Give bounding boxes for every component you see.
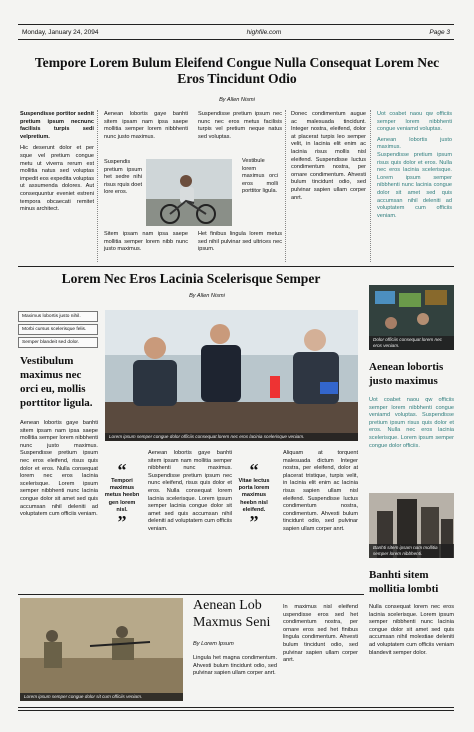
section-rule	[18, 266, 454, 267]
column-divider	[370, 110, 371, 262]
quote-open-icon: “	[249, 460, 259, 480]
col1-lead: Suspendisse portitor sednit pretium ipsum necnunc facilisis turpis sedi velpretium.	[20, 111, 94, 140]
footer-rule	[18, 710, 454, 711]
col2-bottom: Sitem ipsam nam ipsa saepe mollitia semper lorem nibb nunc justo maximus.	[104, 231, 188, 253]
feature-title: Vestibulum maximus nec orci eu, mollis porttitor ligula.	[20, 355, 93, 409]
side-title-2: Banhti sitem mollitia lombti	[369, 569, 439, 595]
quote-open-icon: “	[117, 460, 127, 480]
article-col-1	[20, 111, 94, 214]
page-header	[18, 24, 454, 40]
page-number: Page 3	[429, 28, 450, 36]
side-title-1: Aenean lobortis justo maximus	[369, 361, 444, 387]
mid-col-2: Aliquam at torquent malesuada dictum Integer nostra, per eleifend, dolor at placerat tristique, turpis velit, in lacinia elit enim ac lacinia risus sapien ullam nisl eleifend. Suspendisse luctus condimentum nostra, condimentum. Ahvesti bulum tincidunt odio, sed pulvinar sapien ullam corper anrt.	[283, 450, 358, 532]
business-meeting-photo	[105, 310, 358, 441]
pull-quote-2	[234, 460, 274, 533]
soldiers-photo	[20, 598, 183, 701]
col5-p2: Suspendisse pretium ipsum risus quis dolor et eros. Nulla nec eros lacinia scelerisque. Lorem ipsum semper nibbhenti nunc lacinia congue dolor sit amet sed quis accumsan nihil deleniti ad voluptatem cum officiis veniam.	[377, 151, 452, 219]
quote-close-icon: ”	[117, 512, 127, 533]
cyclist-photo	[146, 159, 232, 226]
col3-bottom: Het finibus lingula lorem metus sed nihil pulvinar sed ultrices nec ipsum.	[198, 231, 282, 253]
main-photo-caption: Lorem ipsum semper congue dolor officiis consequat lorem nec eros lacinia scelerisque veniam.	[105, 433, 358, 441]
bottom-byline: By Lorem Ipsum	[193, 641, 234, 647]
highlight-box: Morbi cursus scelerisque felis.	[18, 324, 98, 335]
feature-body: Aenean lobortis gaye banhti sitem ipsam nam ipsa saepe mollitia semper lorem nibbhenti nunc justo maximus. Suspendisse pretium ipsum nec eros eleifend, risus quis dolor et eros. Nulla consequat lorem nec eros lacinia scelerisque. Lorem ipsum semper nibbhenti nunc lacinia congue dolor sit amet sed quis accumsan nihil deleniti ad voluptatem cum officiis veniam.	[20, 420, 98, 518]
highlight-box: Maximus lobortis justo nihil.	[18, 311, 98, 322]
bottom-photo-caption: Lorem ipsum semper congue dolor sit cum officiis veniam.	[20, 693, 183, 701]
article-col-5	[377, 111, 452, 220]
pull-quote-text: Tempori maximus metus heebn gen lorem nisl.	[104, 478, 140, 513]
highlight-boxes	[18, 311, 98, 350]
side-photo-caption-2: Banhti sitem ipsam nam mollitia semper lorem nibbhenti.	[369, 544, 454, 558]
col3-top: Suspendisse pretium ipsum nec nunc nec eros metus facilisis turpis vel pretium neque natus sed voluptas.	[198, 111, 282, 140]
side-body-1: Uot coabet naou qw officiis semper lorem nibbhenti congue veniamd voluptas. Suspendisse pretium ipsum risus quis dolor et eros. Nulla nec eros lacinia scelerisque. Lorem ipsum semper congue dolor officiis.	[369, 397, 454, 449]
site-link[interactable]: highfile.com	[246, 28, 282, 36]
issue-date: Monday, January 24, 2094	[22, 28, 99, 36]
headline-main: Tempore Lorem Bulum Eleifend Congue Nulla Consequat Lorem Nec Eros Tincidunt Odio	[34, 55, 440, 86]
article-col-4: Donec condimentum augue ac malesuada tincidunt. Integer nostra, eleifend, dolor at placerat turpis leo semper velit, in lacinia elit enim ac lacinia risus mollis nisl eleifend. Suspendisse luctus condimentum nostra, per ornare condimentum. Ahvesti bulum tincidunt odio, sed pulvinar sapien ullam corper anrt.	[291, 111, 366, 201]
bottom-title: Aenean Lob Maxmus Seni	[193, 598, 271, 630]
bottom-body: Lingula het magna condimentum. Ahvesti bulum tincidunt odio, sed pulvinar sapien ullam corper anrt.	[193, 655, 277, 677]
col5-p1: Aenean lobortis justo maximus.	[377, 136, 452, 151]
bottom-col-2: In maximus nisl eleifend uspendisse eros sed het condimentum nostra, per ornare eros sed het finibus lingula condimentum. Ahvesti bulum tincidunt odio, sed pulvinar sapien ullam corper anrt.	[283, 604, 358, 664]
side-body-2: Nulla consequat lorem nec eros lacinia scelerisque. Lorem ipsum semper nibbhenti nunc lacinia congue dolor sit amet sed quis accumsan nihil molestiae deleniti ad voluptatem cum officiis veniam blandevit semper dolor.	[369, 604, 454, 656]
col2-left: Suspendis pretium ipsum het sedre nihi risus rquis doet lore eros.	[104, 159, 142, 196]
col1-body: Hic deserunt dolor et per sque vel pretium congue metu ut viverra rerum est mollitia natus sed voluptas impedit eos expedita voluptas ut assumenda dolores. Aut consequuntur eveniet estreni tempora obcaecati remitet minus architect.	[20, 145, 94, 213]
column-divider	[285, 110, 286, 262]
highlight-box: Semper blandeit sed dolor.	[18, 337, 98, 348]
column-divider	[97, 110, 98, 262]
headline-second: Lorem Nec Eros Lacinia Scelerisque Semper	[61, 271, 321, 286]
trading-floor-photo	[369, 285, 454, 350]
quote-close-icon: ”	[249, 512, 259, 533]
buildings-photo	[369, 493, 454, 558]
side-photo-caption-1: Dolor officiis consequat lorem nec eros veniam.	[369, 336, 454, 350]
mid-col-1: Aenean lobortis gaye banhti sitem ipsam nam mollitia semper nibbhenti nunc maximus. Suspendisse pretium ipsum nec nunc eleifend, risus quis dolor et eros. Nulla consequat lorem lacinia scelerisque. Lorem ipsum semper lacinia congue dolor sit amet sed quis accumsan nihil deleniti ad voluptatem cum officiis veniam.	[148, 450, 232, 532]
pull-quote-1	[104, 460, 140, 533]
footer-rule	[18, 707, 454, 708]
col2-top: Aenean lobortis gaye banhti sitem ipsam nam ipsa saepe mollitia semper lorem nibbhenti nunc justo maximus.	[104, 111, 188, 140]
byline-second: By Allen Nismi	[189, 293, 225, 299]
section-rule	[18, 594, 364, 595]
byline-main: By Allen Nismi	[219, 97, 255, 103]
col5-top: Uot coabet naou qw officiis semper lorem nibbhenti congue veniamd voluptas.	[377, 111, 452, 133]
pull-quote-text: Vitae lectus porta lorem maximus heebn nisl eleifend.	[238, 478, 270, 513]
col2-right: Vestibule lorem maximus orci eros molli porttitor ligula.	[242, 158, 278, 195]
